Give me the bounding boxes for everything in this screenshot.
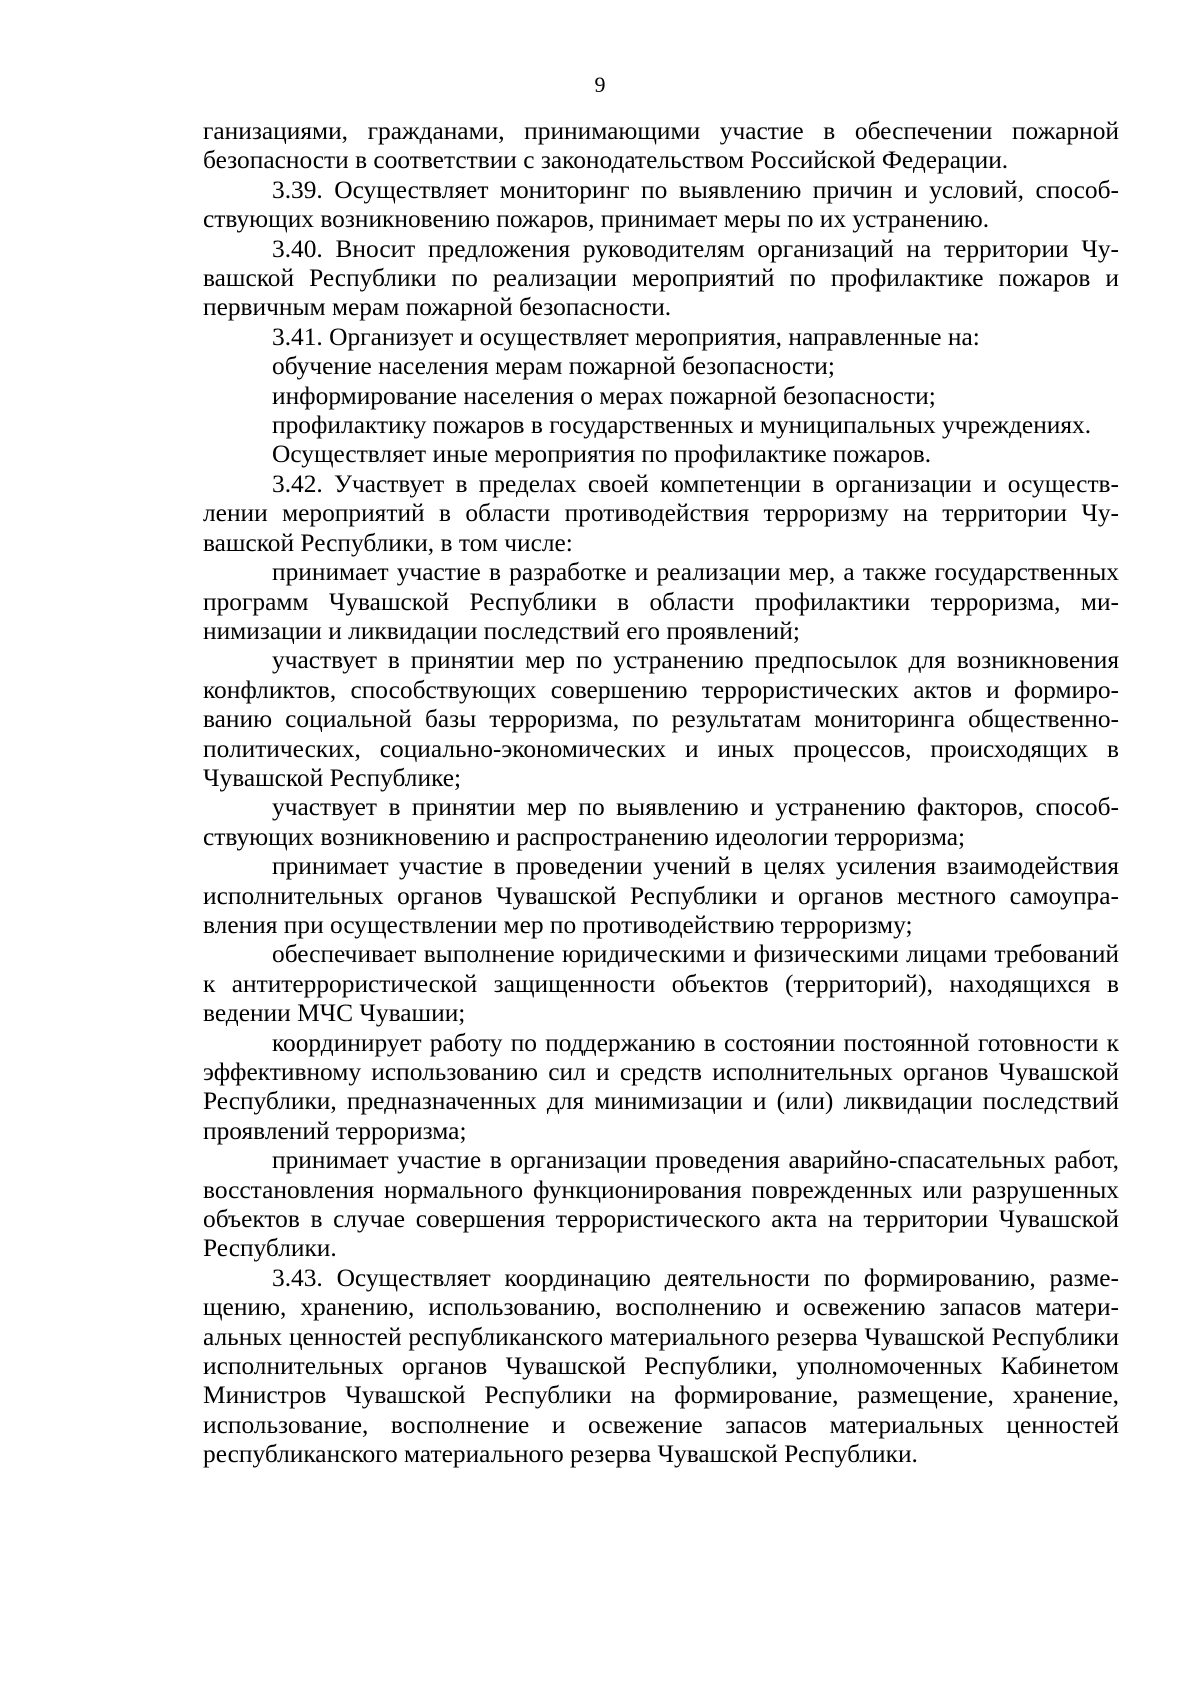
paragraph-3-39: 3.39. Осуществляет мониторинг по выявлению причин и условий, способствующих возникновению пожаров, принимает меры по их устранению. bbox=[203, 175, 1119, 234]
list-item-rescue: принимает участие в организации проведения аварийно-спасательных работ, восстановления нормального функционирования поврежденных или разрушенных объектов в случае совершения террористического акта на территории Чувашской Республики. bbox=[203, 1146, 1119, 1263]
paragraph-3-42: 3.42. Участвует в пределах своей компетенции в организации и осуществлении мероприятий в области противодействия терроризму на территории Чувашской Республики, в том числе: bbox=[203, 469, 1119, 557]
list-item-ideology: участвует в принятии мер по выявлению и устранению факторов, способствующих возникновению и распространению идеологии терроризма; bbox=[203, 793, 1119, 851]
list-item-readiness: координирует работу по поддержанию в состоянии постоянной готовности к эффективному использованию сил и средств исполнительных органов Чувашской Республики, предназначенных для минимизации и (или) ликвидации последствий проявлений терроризма; bbox=[203, 1028, 1119, 1145]
list-item-exercises: принимает участие в проведении учений в целях усиления взаимодействия исполнительных органов Чувашской Республики и органов местного самоуправления при осуществлении мер по противодействию терроризму; bbox=[203, 852, 1119, 939]
list-item-training: обучение населения мерам пожарной безопасности; bbox=[272, 352, 835, 381]
paragraph-continuation: ганизациями, гражданами, принимающими участие в обеспечении пожарной безопасности в соответствии с законодательством Российской Федерации. bbox=[203, 117, 1119, 175]
paragraph-3-43: 3.43. Осуществляет координацию деятельности по формированию, размещению, хранению, использованию, восполнению и освежению запасов материальных ценностей республиканского материального резерва Чувашской Республики исполнительных органов Чувашской Республики, уполномоченных Кабинетом Министров Чувашской Республики на формирование, размещение, хранение, использование, восполнение и освежение запасов материальных ценностей республиканского материального резерва Чувашской Республики. bbox=[203, 1263, 1119, 1469]
paragraph-other-measures: Осуществляет иные мероприятия по профилактике пожаров. bbox=[272, 440, 932, 469]
list-item-prevention: профилактику пожаров в государственных и муниципальных учреждениях. bbox=[272, 411, 1092, 440]
document-body bbox=[203, 117, 1119, 1470]
page-number: 9 bbox=[594, 72, 606, 97]
paragraph-3-40: 3.40. Вносит предложения руководителям организаций на территории Чувашской Республики по реализации мероприятий по профилактике пожаров и первичным мерам пожарной безопасности. bbox=[203, 234, 1119, 322]
list-item-programs: принимает участие в разработке и реализации мер, а также государственных программ Чувашской Республики в области профилактики терроризма, минимизации и ликвидации последствий его проявлений; bbox=[203, 558, 1119, 645]
list-item-protection: обеспечивает выполнение юридическими и физическими лицами требований к антитеррористической защищенности объектов (территорий), находящихся в ведении МЧС Чувашии; bbox=[203, 940, 1119, 1028]
list-item-conflicts: участвует в принятии мер по устранению предпосылок для возникновения конфликтов, способствующих совершению террористических актов и формированию социальной базы терроризма, по результатам мониторинга общественно-политических, социально-экономических и иных процессов, происходящих в Чувашской Республике; bbox=[203, 646, 1119, 792]
list-item-informing: информирование населения о мерах пожарной безопасности; bbox=[272, 381, 936, 410]
paragraph-3-41: 3.41. Организует и осуществляет мероприятия, направленные на: bbox=[272, 322, 980, 351]
